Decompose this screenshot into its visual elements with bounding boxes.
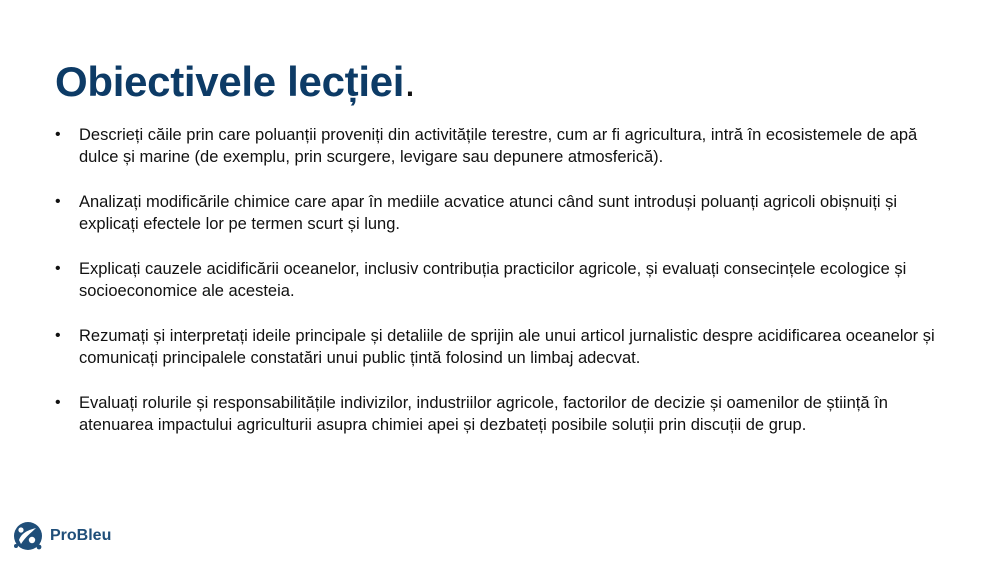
bullet-icon: • — [55, 193, 61, 210]
bullet-icon: • — [55, 126, 61, 143]
objective-text: Descrieți căile prin care poluanții proveniți din activitățile terestre, cum ar fi agricultura, intră în ecosistemele de apă dulce și marine (de exemplu, prin scurgere, levigare sau depunere atmosferică). — [79, 126, 918, 166]
slide-title-period: . — [404, 58, 416, 105]
objective-item — [55, 124, 955, 168]
objectives-list — [55, 124, 955, 459]
bullet-icon: • — [55, 260, 61, 277]
objective-item — [55, 258, 955, 302]
objective-text: Evaluați rolurile și responsabilitățile indivizilor, industriilor agricole, factorilor de decizie și oamenilor de știință în atenuarea impactului agriculturii asupra chimiei apei și dezbateți posibile soluții prin discuții de grup. — [79, 394, 888, 434]
probleu-logo — [12, 520, 111, 552]
objective-text: Rezumați și interpretați ideile principale și detaliile de sprijin ale unui articol jurnalistic despre acidificarea oceanelor și comunicați principalele constatări unui public țintă folosind un limbaj adecvat. — [79, 327, 935, 367]
slide-title-text: Obiectivele lecției — [55, 58, 405, 105]
objective-text: Explicați cauzele acidificării oceanelor, inclusiv contribuția practicilor agricole, și evaluați consecințele ecologice și socioeconomice ale acesteia. — [79, 260, 907, 300]
objective-item — [55, 191, 955, 235]
bullet-icon: • — [55, 394, 61, 411]
bullet-icon: • — [55, 327, 61, 344]
objective-text: Analizați modificările chimice care apar în mediile acvatice atunci când sunt introduși poluanți agricoli obișnuiți și explicați efectele lor pe termen scurt și lung. — [79, 193, 898, 233]
objective-item — [55, 325, 955, 369]
slide-title — [55, 56, 416, 108]
brand-name: ProBleu — [50, 527, 112, 544]
objective-item — [55, 392, 955, 436]
probleu-logo-icon — [12, 520, 44, 552]
